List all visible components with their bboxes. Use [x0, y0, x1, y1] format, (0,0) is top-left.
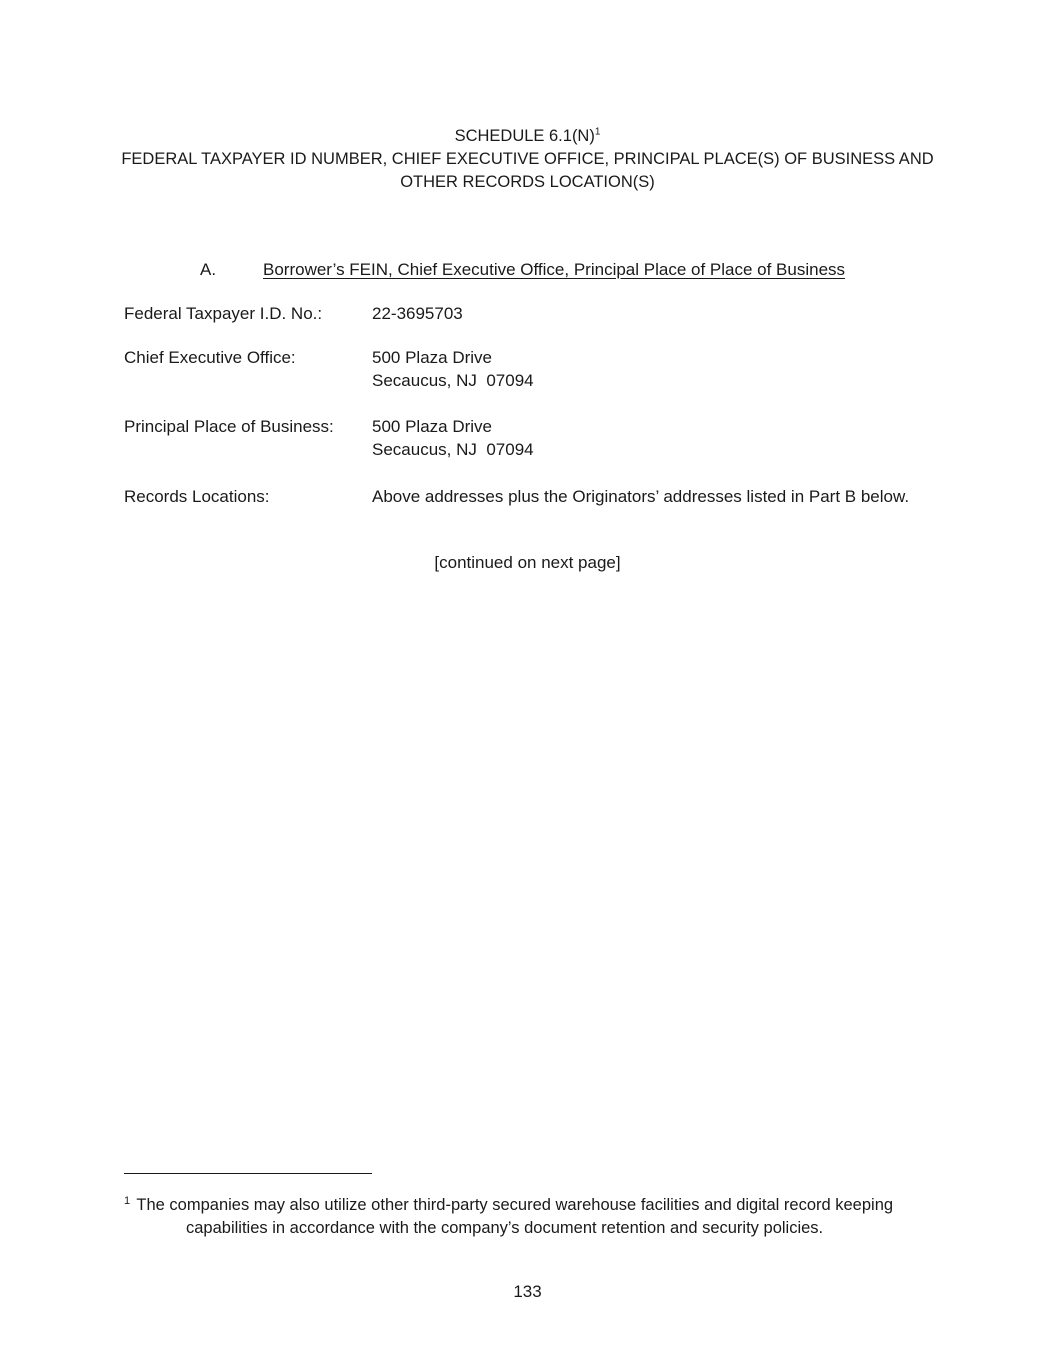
page-number: 133 — [513, 1282, 542, 1301]
fein-value: 22-3695703 — [372, 304, 463, 323]
footnote-divider — [124, 1173, 372, 1174]
ceo-address-line1: 500 Plaza Drive — [372, 348, 493, 367]
ppb-address-line1: 500 Plaza Drive — [372, 417, 493, 436]
section-title: Borrower’s FEIN, Chief Executive Office, Principal Place of Place of Business — [263, 260, 846, 279]
footnote-line2: capabilities in accordance with the company’s document retention and security policies. — [186, 1219, 824, 1237]
schedule-footnote-ref: 1 — [594, 126, 601, 138]
records-label: Records Locations: — [124, 487, 270, 506]
section-letter: A. — [200, 260, 217, 279]
section-a-heading — [200, 259, 845, 281]
footnote — [124, 1194, 934, 1240]
schedule-subtitle-line2: OTHER RECORDS LOCATION(S) — [400, 173, 655, 191]
ceo-label: Chief Executive Office: — [124, 348, 296, 367]
footnote-line1 — [124, 1194, 934, 1217]
fein-label: Federal Taxpayer I.D. No.: — [124, 304, 323, 323]
schedule-title — [0, 125, 1055, 148]
ceo-address-line2: Secaucus, NJ 07094 — [372, 371, 534, 390]
ppb-label: Principal Place of Business: — [124, 417, 334, 436]
schedule-subtitle-line1: FEDERAL TAXPAYER ID NUMBER, CHIEF EXECUTIVE OFFICE, PRINCIPAL PLACE(S) OF BUSINESS AND — [121, 150, 934, 168]
footnote-line1-text: The companies may also utilize other third-party secured warehouse facilities and digital record keeping — [132, 1196, 894, 1214]
schedule-title-text: SCHEDULE 6.1(N) — [454, 127, 595, 145]
footnote-marker: 1 — [124, 1194, 131, 1207]
continued-note: [continued on next page] — [434, 553, 621, 572]
ppb-address-line2: Secaucus, NJ 07094 — [372, 440, 534, 459]
records-value: Above addresses plus the Originators’ addresses listed in Part B below. — [372, 487, 910, 506]
